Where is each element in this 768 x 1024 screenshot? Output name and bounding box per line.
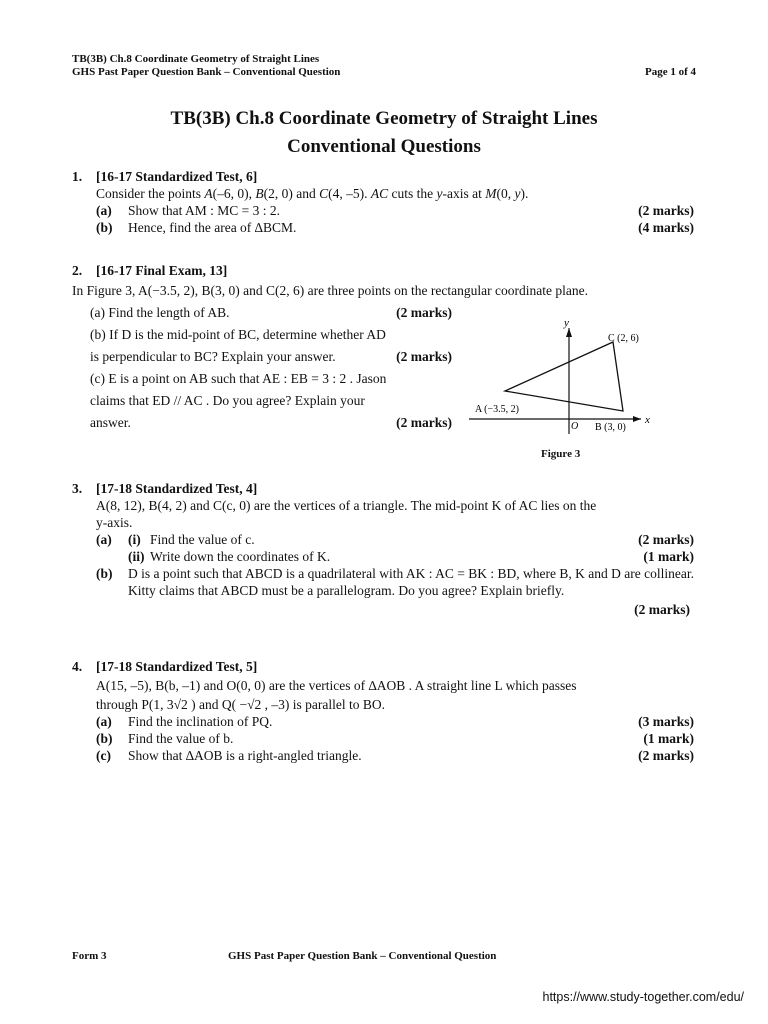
question-4 [72,658,694,764]
marks: (2 marks) [634,602,690,617]
part-a: (a) Find the inclination of PQ. (3 marks) [96,714,694,729]
question-source: [17-18 Standardized Test, 5] [96,659,258,674]
marks: (2 marks) [396,415,452,430]
triangle-abc [505,342,623,411]
part-b: (b) D is a point such that ABCD is a quadrilateral with AK : AC = BK : BD, where B, K and D are collinear. Kitty claims that ABCD must be a parallelogram. Do you agree? Explain briefly. [96,566,694,598]
part-b-marks-row [72,601,694,618]
marks: (1 mark) [643,549,694,564]
origin-label: O [571,421,579,432]
page-number: Page 1 of 4 [644,66,696,78]
point-a-label: A (−3.5, 2) [475,404,519,415]
question-source: [16-17 Final Exam, 13] [96,263,228,278]
part-b-line1: (b) If D is the mid-point of BC, determine whether AD [90,327,386,342]
part-text: Write down the coordinates of K. [150,549,331,564]
question-number: 4. [72,659,83,674]
part-c-line1: (c) E is a point on AB such that AE : EB = 3 : 2 . Jason [90,371,387,386]
marks: (2 marks) [638,748,694,763]
point-c-label: C (2, 6) [608,333,639,344]
source-url[interactable]: https://www.study-together.com/edu/ [542,990,744,1004]
part-text: Find the inclination of PQ. [128,714,273,729]
part-a-ii: (ii) Write down the coordinates of K. (1 mark) [128,549,694,564]
marks: (2 marks) [638,203,694,218]
part-a-i: (a) (i) Find the value of c. (2 marks) [96,532,694,547]
question-2 [72,262,694,279]
marks: (2 marks) [638,532,694,547]
part-text: Show that ∆AOB is a right-angled triangle. [128,748,362,763]
part-a: (a) Find the length of AB. (2 marks) [90,302,452,324]
y-axis-arrow [566,328,572,337]
part-b: (b) Hence, find the area of ∆BCM. (4 marks) [96,220,694,235]
figure-3-diagram [465,316,665,441]
question-number: 1. [72,169,83,184]
question-stem-line1: A(8, 12), B(4, 2) and C(c, 0) are the vertices of a triangle. The mid-point K of AC lies on the [96,498,597,513]
question-stem: In Figure 3, A(−3.5, 2), B(3, 0) and C(2, 6) are three points on the rectangular coordinate plane. [72,283,588,298]
x-axis-arrow [633,416,641,422]
point-b-label: B (3, 0) [595,422,626,433]
question-source: [17-18 Standardized Test, 4] [96,481,258,496]
y-axis-label: y [564,317,569,329]
part-text: Show that AM : MC = 3 : 2. [128,203,281,218]
part-text: D is a point such that ABCD is a quadrilateral with AK : AC = BK : BD, where B, K and D are collinear. Kitty claims that ABCD must be a parallelogram. Do you agree? Explain briefly. [128,566,694,598]
question-stem-line2: y-axis. [96,515,133,530]
question-stem: Consider the points A(–6, 0), B(2, 0) and C(4, –5). AC cuts the y-axis at M(0, y). [96,186,529,201]
x-axis-label: x [645,414,650,426]
part-b-line2: is perpendicular to BC? Explain your answer. (2 marks) [90,346,452,368]
question-number: 3. [72,481,83,496]
question-stem-line1: A(15, –5), B(b, –1) and O(0, 0) are the vertices of ∆AOB . A straight line L which passes [96,678,577,693]
part-text: Hence, find the area of ∆BCM. [128,220,297,235]
running-header-title: TB(3B) Ch.8 Coordinate Geometry of Straight Lines [72,53,320,65]
part-b: (b) Find the value of b. (1 mark) [96,731,694,746]
question-stem-line2: through P(1, 3√2 ) and Q( −√2 , –3) is parallel to BO. [96,697,386,712]
part-c-line2: claims that ED // AC . Do you agree? Explain your [90,393,365,408]
marks: (2 marks) [396,305,452,320]
document-title: TB(3B) Ch.8 Coordinate Geometry of Straight Lines [170,108,598,129]
part-c: (c) Show that ∆AOB is a right-angled triangle. (2 marks) [96,748,694,763]
running-header-subtitle: GHS Past Paper Question Bank – Conventional Question [72,66,341,78]
footer-form: Form 3 [72,950,107,962]
marks: (2 marks) [396,349,452,364]
question-number: 2. [72,263,83,278]
part-c-line3: answer. (2 marks) [90,412,452,434]
document-subtitle: Conventional Questions [287,136,481,157]
marks: (3 marks) [638,714,694,729]
marks: (1 mark) [643,731,694,746]
figure-caption: Figure 3 [541,448,581,460]
part-text: Find the value of b. [128,731,234,746]
question-source: [16-17 Standardized Test, 6] [96,169,258,184]
part-a: (a) Show that AM : MC = 3 : 2. (2 marks) [96,203,694,218]
question-1 [72,168,694,236]
part-text: Find the value of c. [150,532,255,547]
question-3 [72,480,694,618]
marks: (4 marks) [638,220,694,235]
footer-center: GHS Past Paper Question Bank – Conventional Question [228,950,497,962]
